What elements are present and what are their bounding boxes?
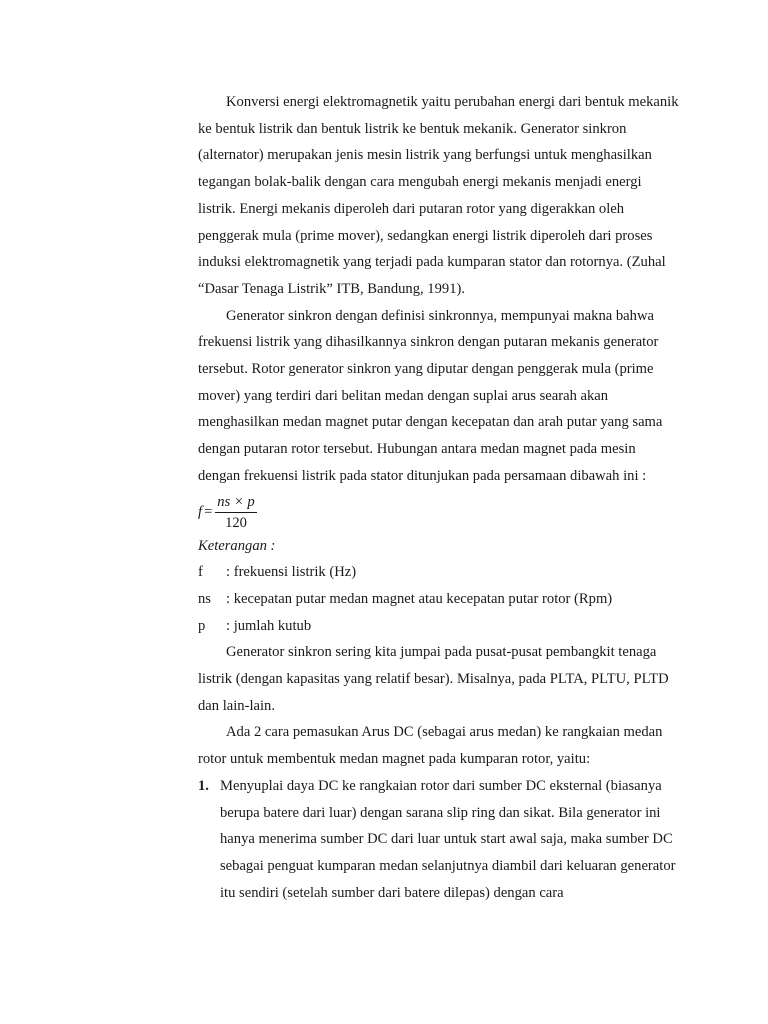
formula-equals: = xyxy=(204,503,213,520)
formula-lhs: f xyxy=(198,503,203,520)
paragraph-power-plants: Generator sinkron sering kita jumpai pada pusat-pusat pembangkit tenaga listrik (dengan kapasitas yang relatif besar). Misalnya, pada PLTA, PLTU, PLTD dan lain-lain. xyxy=(198,644,669,714)
definition-symbol: p xyxy=(198,617,206,634)
document-body xyxy=(198,89,680,906)
list-item-number: 1. xyxy=(198,777,209,794)
definition-description: : jumlah kutub xyxy=(226,617,312,634)
list-item xyxy=(198,773,680,907)
formula-denominator: 120 xyxy=(225,514,247,531)
definition-row xyxy=(198,613,680,640)
definition-row xyxy=(198,559,680,586)
paragraph-intro: Konversi energi elektromagnetik yaitu perubahan energi dari bentuk mekanik ke bentuk listrik dan bentuk listrik ke bentuk mekanik. Generator sinkron (alternator) merupakan jenis mesin listrik yang berfungsi untuk menghasilkan tegangan bolak-balik dengan cara mengubah energi mekanis menjadi energi listrik. Energi mekanis diperoleh dari putaran rotor yang digerakkan oleh penggerak mula (prime mover), sedangkan energi listrik diperoleh dari proses induksi elektromagnetik yang terjadi pada kumparan stator dan rotornya. (Zuhal “Dasar Tenaga Listrik” ITB, Bandung, 1991). xyxy=(198,94,679,297)
definition-description: : kecepatan putar medan magnet atau kecepatan putar rotor (Rpm) xyxy=(226,590,613,607)
definition-symbol: f xyxy=(198,564,203,581)
keterangan-title: Keterangan : xyxy=(198,537,276,554)
paragraph-dc-methods: Ada 2 cara pemasukan Arus DC (sebagai arus medan) ke rangkaian medan rotor untuk membentuk medan magnet pada kumparan rotor, yaitu: xyxy=(198,724,663,768)
definition-row xyxy=(198,586,680,613)
list-item-text: Menyuplai daya DC ke rangkaian rotor dari sumber DC eksternal (biasanya berupa batere dari luar) dengan sarana slip ring dan sikat. Bila generator ini hanya menerima sumber DC dari luar untuk start awal saja, maka sumber DC sebagai penguat kumparan medan selanjutnya diambil dari keluaran generator itu sendiri (setelah sumber dari batere dilepas) dengan cara xyxy=(220,777,676,901)
paragraph-synchronous-definition: Generator sinkron dengan definisi sinkronnya, mempunyai makna bahwa frekuensi listrik yang dihasilkannya sinkron dengan putaran mekanis generator tersebut. Rotor generator sinkron yang diputar dengan penggerak mula (prime mover) yang terdiri dari belitan medan dengan suplai arus searah akan menghasilkan medan magnet putar dengan kecepatan dan arah putar yang sama dengan putaran rotor tersebut. Hubungan antara medan magnet pada mesin dengan frekuensi listrik pada stator ditunjukan pada persamaan dibawah ini : xyxy=(198,307,663,484)
formula-fraction xyxy=(215,493,256,532)
frequency-formula xyxy=(198,492,680,533)
definition-symbol: ns xyxy=(198,590,211,607)
formula-numerator: ns × p xyxy=(215,493,256,513)
definition-description: : frekuensi listrik (Hz) xyxy=(226,564,357,581)
